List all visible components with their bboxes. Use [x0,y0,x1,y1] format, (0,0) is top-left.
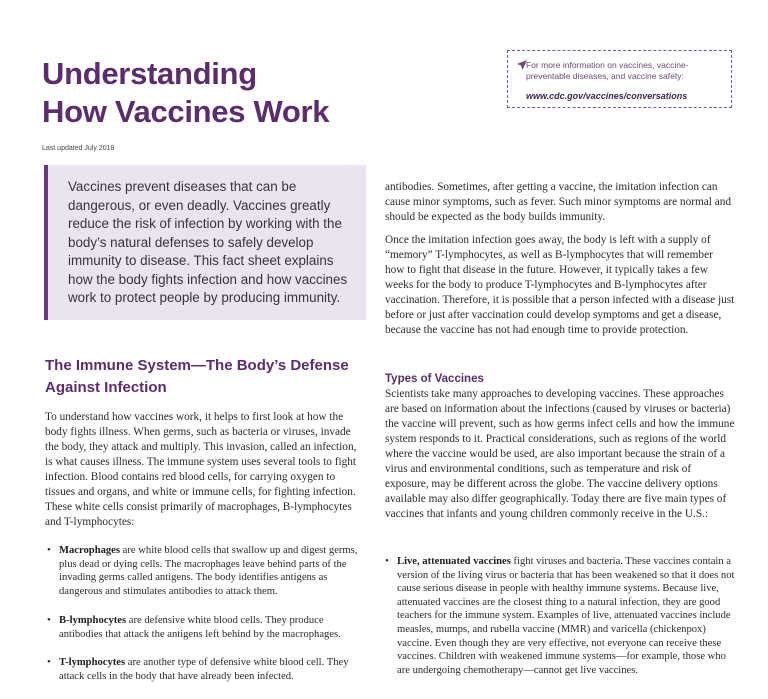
section-heading-types: Types of Vaccines [385,373,484,385]
right-paragraph-2: Once the imitation infection goes away, the body is left with a supply of “memory” T-lymphocytes, as well as B-lymphocytes that will remember how to fight that disease in the future. However, it typically takes a few weeks for the body to produce T-lymphocytes and B-lymphocytes after vaccination. Therefore, it is possible that a person infected with a disease just before or just after vaccination could develop symptoms and get a disease, because the vaccine has not had enough time to provide protection. [385,234,735,336]
title-line-1: Understanding [42,56,257,91]
list-item [47,656,366,683]
info-callout [507,50,732,108]
intro-text: Vaccines prevent diseases that can be dangerous, or even deadly. Vaccines greatly reduce the risk of infection by working with the body’s natural defenses to safely develop immunity to disease. This fact sheet explains how the body fights infection and how vaccines work to protect people by producing immunity. [68,179,348,305]
bullet-icon: • [47,544,51,556]
bullet-icon: • [47,656,51,668]
bullet-text: are white blood cells that swallow up and digest germs, plus dead or dying cells. The macrophages leave behind parts of the invading germs called antigens. The body identifies antigens as dangerous and stimulates antibodies to attack them. [59,545,358,597]
bullet-text: are another type of defensive white blood cell. They attack cells in the body that have already been infected. [59,657,349,682]
callout-text: For more information on vaccines, vaccine-preventable diseases, and vaccine safety: [526,60,689,81]
intro-box [44,165,366,320]
bullet-text: fight viruses and bacteria. These vaccines contain a version of the living virus or bacteria that has been weakened so that it does not cause serious disease in people with healthy immune systems. Because live, attenuated vaccines are the closest thing to a natural infection, they are good teachers for the immune system. Examples of live, attenuated vaccines include measles, mumps, and rubella vaccine (MMR) and varicella (chickenpox) vaccine. Even though they are very effective, not everyone can receive these vaccines. Children with weakened immune systems—for example, those who are undergoing chemotherapy—cannot get live vaccines. [397,556,735,676]
bullet-icon: • [385,555,389,567]
bullet-term: B-lymphocytes [59,615,127,626]
types-paragraph: Scientists take many approaches to developing vaccines. These approaches are based on information about the infections (caused by viruses or bacteria) the vaccine will prevent, such as how germs infect cells and how the immune system responds to it. Practical considerations, such as regions of the world where the vaccine would be used, are also important because the strain of a virus and environmental conditions, such as temperature and risk of exposure, may be different across the globe. The vaccine delivery options available may also differ geographically. Today there are five main types of vaccines that infants and young children commonly receive in the U.S.: [385,388,735,520]
bullet-term: T-lymphocytes [59,657,126,668]
bullet-text: are defensive white blood cells. They produce antibodies that attack the antigens left behind by the macrophages. [59,615,341,640]
page-title [42,55,329,131]
bullet-icon: • [47,614,51,626]
list-item [47,544,366,598]
bullet-term: Macrophages [59,545,121,556]
list-item [47,614,366,641]
bullet-term: Live, attenuated vaccines [397,556,511,567]
right-paragraph-1: antibodies. Sometimes, after getting a vaccine, the imitation infection can cause minor symptoms, such as fever. Such minor symptoms are normal and should be expected as the body builds immunity. [385,181,732,223]
immune-paragraph: To understand how vaccines work, it helps to first look at how the body fights illness. When germs, such as bacteria or viruses, invade the body, they attack and multiply. This invasion, called an infection, is what causes illness. The immune system uses several tools to fight infection. Blood contains red blood cells, for carrying oxygen to tissues and organs, and white or immune cells, for fighting infection. These white cells consist primarily of macrophages, B-lymphocytes and T-lymphocytes: [45,411,357,528]
section-heading-immune-system: The Immune System—The Body’s Defense Against Infection [45,357,349,396]
callout-link[interactable]: www.cdc.gov/vaccines/conversations [526,91,688,101]
list-item [385,555,735,677]
last-updated: Last updated July 2018 [42,145,115,152]
title-line-2: How Vaccines Work [42,94,330,129]
